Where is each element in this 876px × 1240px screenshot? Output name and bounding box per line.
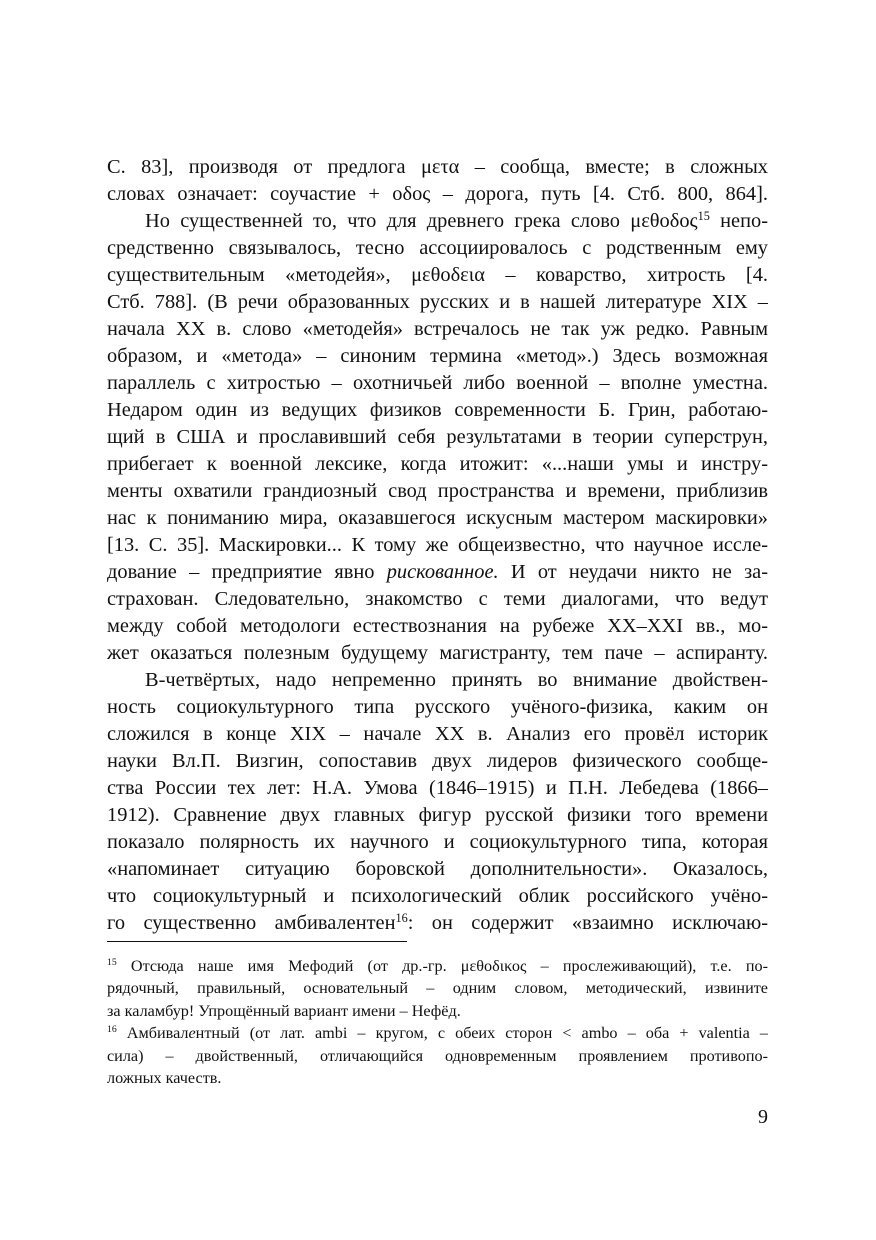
- text-run: нтный (от лат. ambi – кругом, с обеих сторон < ambo – оба + valentia –: [195, 1024, 768, 1043]
- text-run: дование – предприятие явно: [107, 561, 387, 583]
- body-line: [107, 208, 768, 235]
- text-run: менты охватили грандиозный свод пространства и времени, приблизив: [107, 480, 768, 502]
- text-run: йя», μεθοδεια – коварство, хитрость [4.: [355, 264, 768, 286]
- body-line: [107, 613, 768, 640]
- body-line: [107, 640, 768, 667]
- text-run: ства России тех лет: Н.А. Умова (1846–1915) и П.Н. Лебедева (1866–: [107, 777, 768, 799]
- footnote-line: [107, 977, 768, 999]
- body-line: [107, 856, 768, 883]
- italic-text: о: [262, 345, 273, 367]
- text-run: образом, и «мет: [107, 345, 263, 367]
- text-run: В-четвёртых, надо непременно принять во внимание двойствен-: [145, 669, 768, 691]
- page-number: 9: [758, 1106, 768, 1128]
- body-paragraph: [107, 208, 768, 667]
- text-run: что социокультурный и психологический облик российского учёно-: [107, 885, 768, 907]
- footnote-paragraph: [107, 1022, 768, 1089]
- footnote-marker: 16: [395, 910, 408, 925]
- text-run: Недаром один из ведущих физиков современности Б. Грин, работаю-: [107, 399, 768, 421]
- text-run: между собой методологи естествознания на рубеже XX–XXI вв., мо-: [107, 615, 768, 637]
- footnote-marker: 16: [107, 1024, 117, 1036]
- footnote-line: [107, 1000, 768, 1022]
- text-run: Но существенней то, что для древнего грека слово μεθοδος: [145, 210, 698, 232]
- text-run: ность социокультурного типа русского учёного-физика, каким он: [107, 696, 768, 718]
- body-line: [107, 829, 768, 856]
- body-line: [107, 559, 768, 586]
- body-line: [107, 775, 768, 802]
- body-line: [107, 883, 768, 910]
- text-run: существительным «метод: [107, 264, 346, 286]
- italic-text: рискованное.: [386, 561, 499, 583]
- body-line: [107, 532, 768, 559]
- text-run: 1912). Сравнение двух главных фигур русской физики того времени: [107, 804, 768, 826]
- text-run: Отсюда наше имя Мефодий (от др.-гр. μεθοδικος – прослеживающий), т.е. по-: [116, 957, 768, 975]
- body-paragraph: [107, 667, 768, 937]
- text-run: показало полярность их научного и социокультурного типа, которая: [107, 831, 768, 853]
- body-line: [107, 667, 768, 694]
- text-run: нас к пониманию мира, оказавшегося искусным мастером маскировки»: [107, 507, 768, 529]
- text-run: Стб. 788]. (В речи образованных русских и в нашей литературе XIX –: [107, 291, 768, 313]
- text-run: непо-: [709, 210, 768, 232]
- text-run: сложился в конце XIX – начале XX в. Анализ его провёл историк: [107, 723, 768, 745]
- text-run: средственно связывалось, тесно ассоциировалось с родственным ему: [107, 237, 768, 259]
- text-run: словах означает: соучастие + οδος – дорога, путь [4. Стб. 800, 864].: [107, 183, 768, 205]
- body-line: [107, 505, 768, 532]
- body-line: [107, 262, 768, 289]
- text-run: сила) – двойственный, отличающийся одновременным проявлением противопо-: [107, 1046, 768, 1065]
- body-line: [107, 343, 768, 370]
- body-line: [107, 910, 768, 937]
- text-run: ложных качеств.: [107, 1068, 222, 1087]
- footnote-paragraph: [107, 955, 768, 1022]
- footnote-marker: 15: [107, 957, 117, 969]
- text-run: И от неудачи никто не за-: [498, 561, 768, 583]
- footnotes: [107, 955, 768, 1089]
- text-run: рядочный, правильный, основательный – одним словом, методический, извините: [107, 979, 768, 998]
- text-run: начала XX в. слово «методейя» встречалось не так уж редко. Равным: [107, 318, 768, 340]
- body-line: [107, 451, 768, 478]
- text-run: страхован. Следовательно, знакомство с теми диалогами, что ведут: [107, 588, 768, 610]
- text-run: параллель с хитростью – охотничьей либо военной – вполне уместна.: [107, 372, 768, 394]
- text-run: С. 83], производя от предлога μετα – сообща, вместе; в сложных: [107, 156, 768, 178]
- body-line: [107, 721, 768, 748]
- footnote-divider: [107, 941, 407, 942]
- footnote-line: [107, 955, 768, 977]
- body-line: [107, 154, 768, 181]
- body-line: [107, 694, 768, 721]
- body-line: [107, 586, 768, 613]
- text-run: щий в США и прославивший себя результатами в теории суперструн,: [107, 426, 768, 448]
- text-run: : он содержит «взаимно исключаю-: [407, 912, 768, 934]
- text-run: жет оказаться полезным будущему магистранту, тем паче – аспиранту.: [107, 642, 768, 664]
- body-line: [107, 181, 768, 208]
- italic-text: е: [345, 264, 356, 286]
- body-line: [107, 478, 768, 505]
- text-run: прибегает к военной лексике, когда итожит: «...наши умы и инстру-: [107, 453, 768, 475]
- text-run: за каламбур! Упрощённый вариант имени – Нефёд.: [107, 1001, 461, 1020]
- text-run: Амбивал: [116, 1024, 189, 1043]
- body-line: [107, 397, 768, 424]
- text-run: [13. С. 35]. Маскировки... К тому же общеизвестно, что научное иссле-: [107, 534, 768, 556]
- text-run: науки Вл.П. Визгин, сопоставив двух лидеров физического сообще-: [107, 750, 768, 772]
- body-line: [107, 748, 768, 775]
- text-run: «напоминает ситуацию боровской дополнительности». Оказалось,: [107, 858, 768, 880]
- body-line: [107, 289, 768, 316]
- footnote-line: [107, 1022, 768, 1044]
- italic-text: е: [188, 1024, 196, 1043]
- body-text: [107, 154, 768, 937]
- footnote-line: [107, 1045, 768, 1067]
- text-run: да» – синоним термина «метод».) Здесь возможная: [272, 345, 768, 367]
- footnote-marker: 15: [697, 208, 710, 223]
- body-line: [107, 370, 768, 397]
- body-line: [107, 235, 768, 262]
- text-run: го существенно амбивалентен: [107, 912, 396, 934]
- body-line: [107, 316, 768, 343]
- footnote-line: [107, 1067, 768, 1089]
- body-paragraph: [107, 154, 768, 208]
- body-line: [107, 802, 768, 829]
- body-line: [107, 424, 768, 451]
